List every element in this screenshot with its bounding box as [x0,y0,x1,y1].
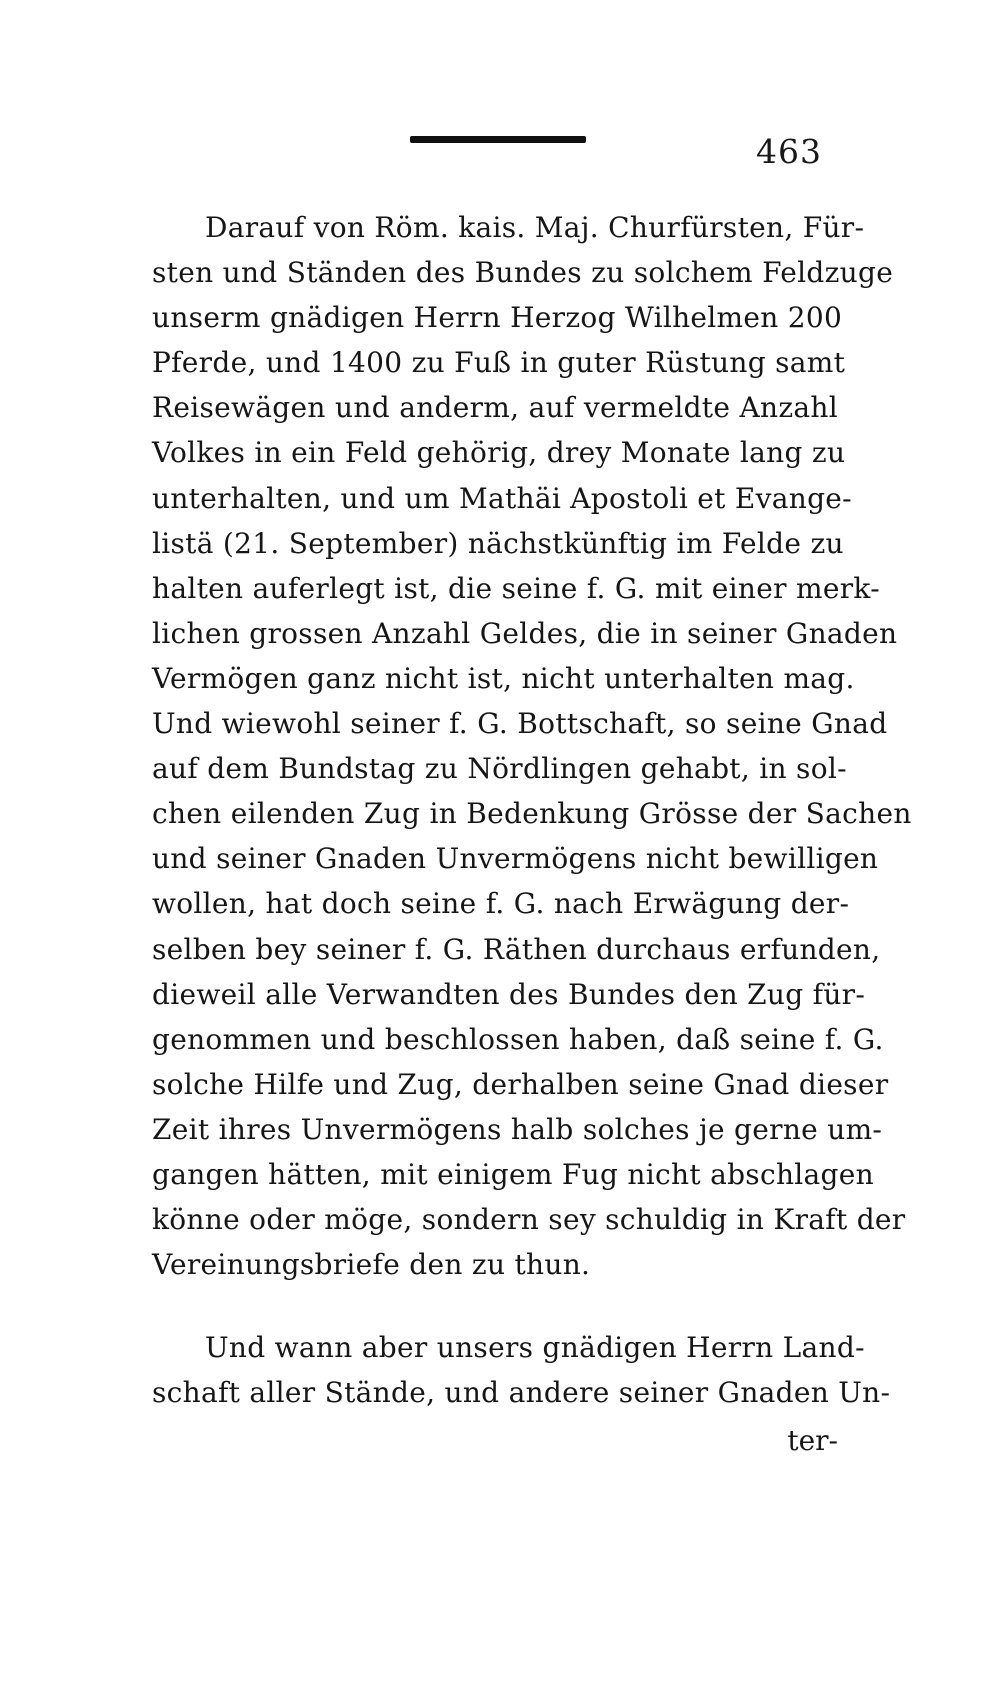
page-number: 463 [756,132,822,171]
text-line: Und wann aber unsers gnädigen Herrn Land- [205,1331,865,1364]
text-line: solche Hilfe und Zug, derhalben seine Gnad dieser [152,1067,889,1101]
text-line: lichen grossen Anzahl Geldes, die in seiner Gnaden [152,616,898,650]
text-line: halten auferlegt ist, die seine f. G. mit einer merk- [152,571,880,605]
text-line: auf dem Bundstag zu Nördlingen gehabt, in sol- [152,752,847,786]
header-rule [410,136,586,143]
text-line: listä (21. September) nächstkünftig im Felde zu [152,526,844,560]
text-line: könne oder möge, sondern sey schuldig in Kraft der [152,1203,906,1237]
text-line: selben bey seiner f. G. Räthen durchaus erfunden, [152,932,881,966]
text-line: Pferde, und 1400 zu Fuß in guter Rüstung samt [152,346,846,380]
paragraph-2 [152,1325,891,1415]
text-line: Vermögen ganz nicht ist, nicht unterhalten mag. [152,661,855,695]
text-line: chen eilenden Zug in Bedenkung Grösse der Sachen [152,797,912,831]
text-line: Volkes in ein Feld gehörig, drey Monate lang zu [152,436,846,470]
text-line: genommen und beschlossen haben, daß seine f. G. [152,1022,884,1056]
text-line: wollen, hat doch seine f. G. nach Erwägung der- [152,887,850,921]
text-line: schaft aller Stände, und andere seiner Gnaden Un- [152,1376,891,1410]
text-line: Zeit ihres Unvermögens halb solches je gerne um- [152,1112,883,1146]
paragraph-1 [152,205,912,1287]
text-line: Und wiewohl seiner f. G. Bottschaft, so seine Gnad [152,707,888,741]
text-line: und seiner Gnaden Unvermögens nicht bewilligen [152,842,879,876]
text-line: unterhalten, und um Mathäi Apostoli et Evange- [152,481,852,515]
text-line: dieweil alle Verwandten des Bundes den Zug für- [152,977,866,1011]
catchword: ter- [787,1424,838,1457]
text-line: unserm gnädigen Herrn Herzog Wilhelmen 200 [152,301,843,335]
text-line: gangen hätten, mit einigem Fug nicht abschlagen [152,1157,874,1191]
text-line: Darauf von Röm. kais. Maj. Churfürsten, Für- [205,211,865,244]
text-line: Reisewägen und anderm, auf vermeldte Anzahl [152,391,838,425]
text-line: Vereinungsbriefe den zu thun. [152,1248,591,1282]
text-line: sten und Ständen des Bundes zu solchem Feldzuge [152,256,894,290]
